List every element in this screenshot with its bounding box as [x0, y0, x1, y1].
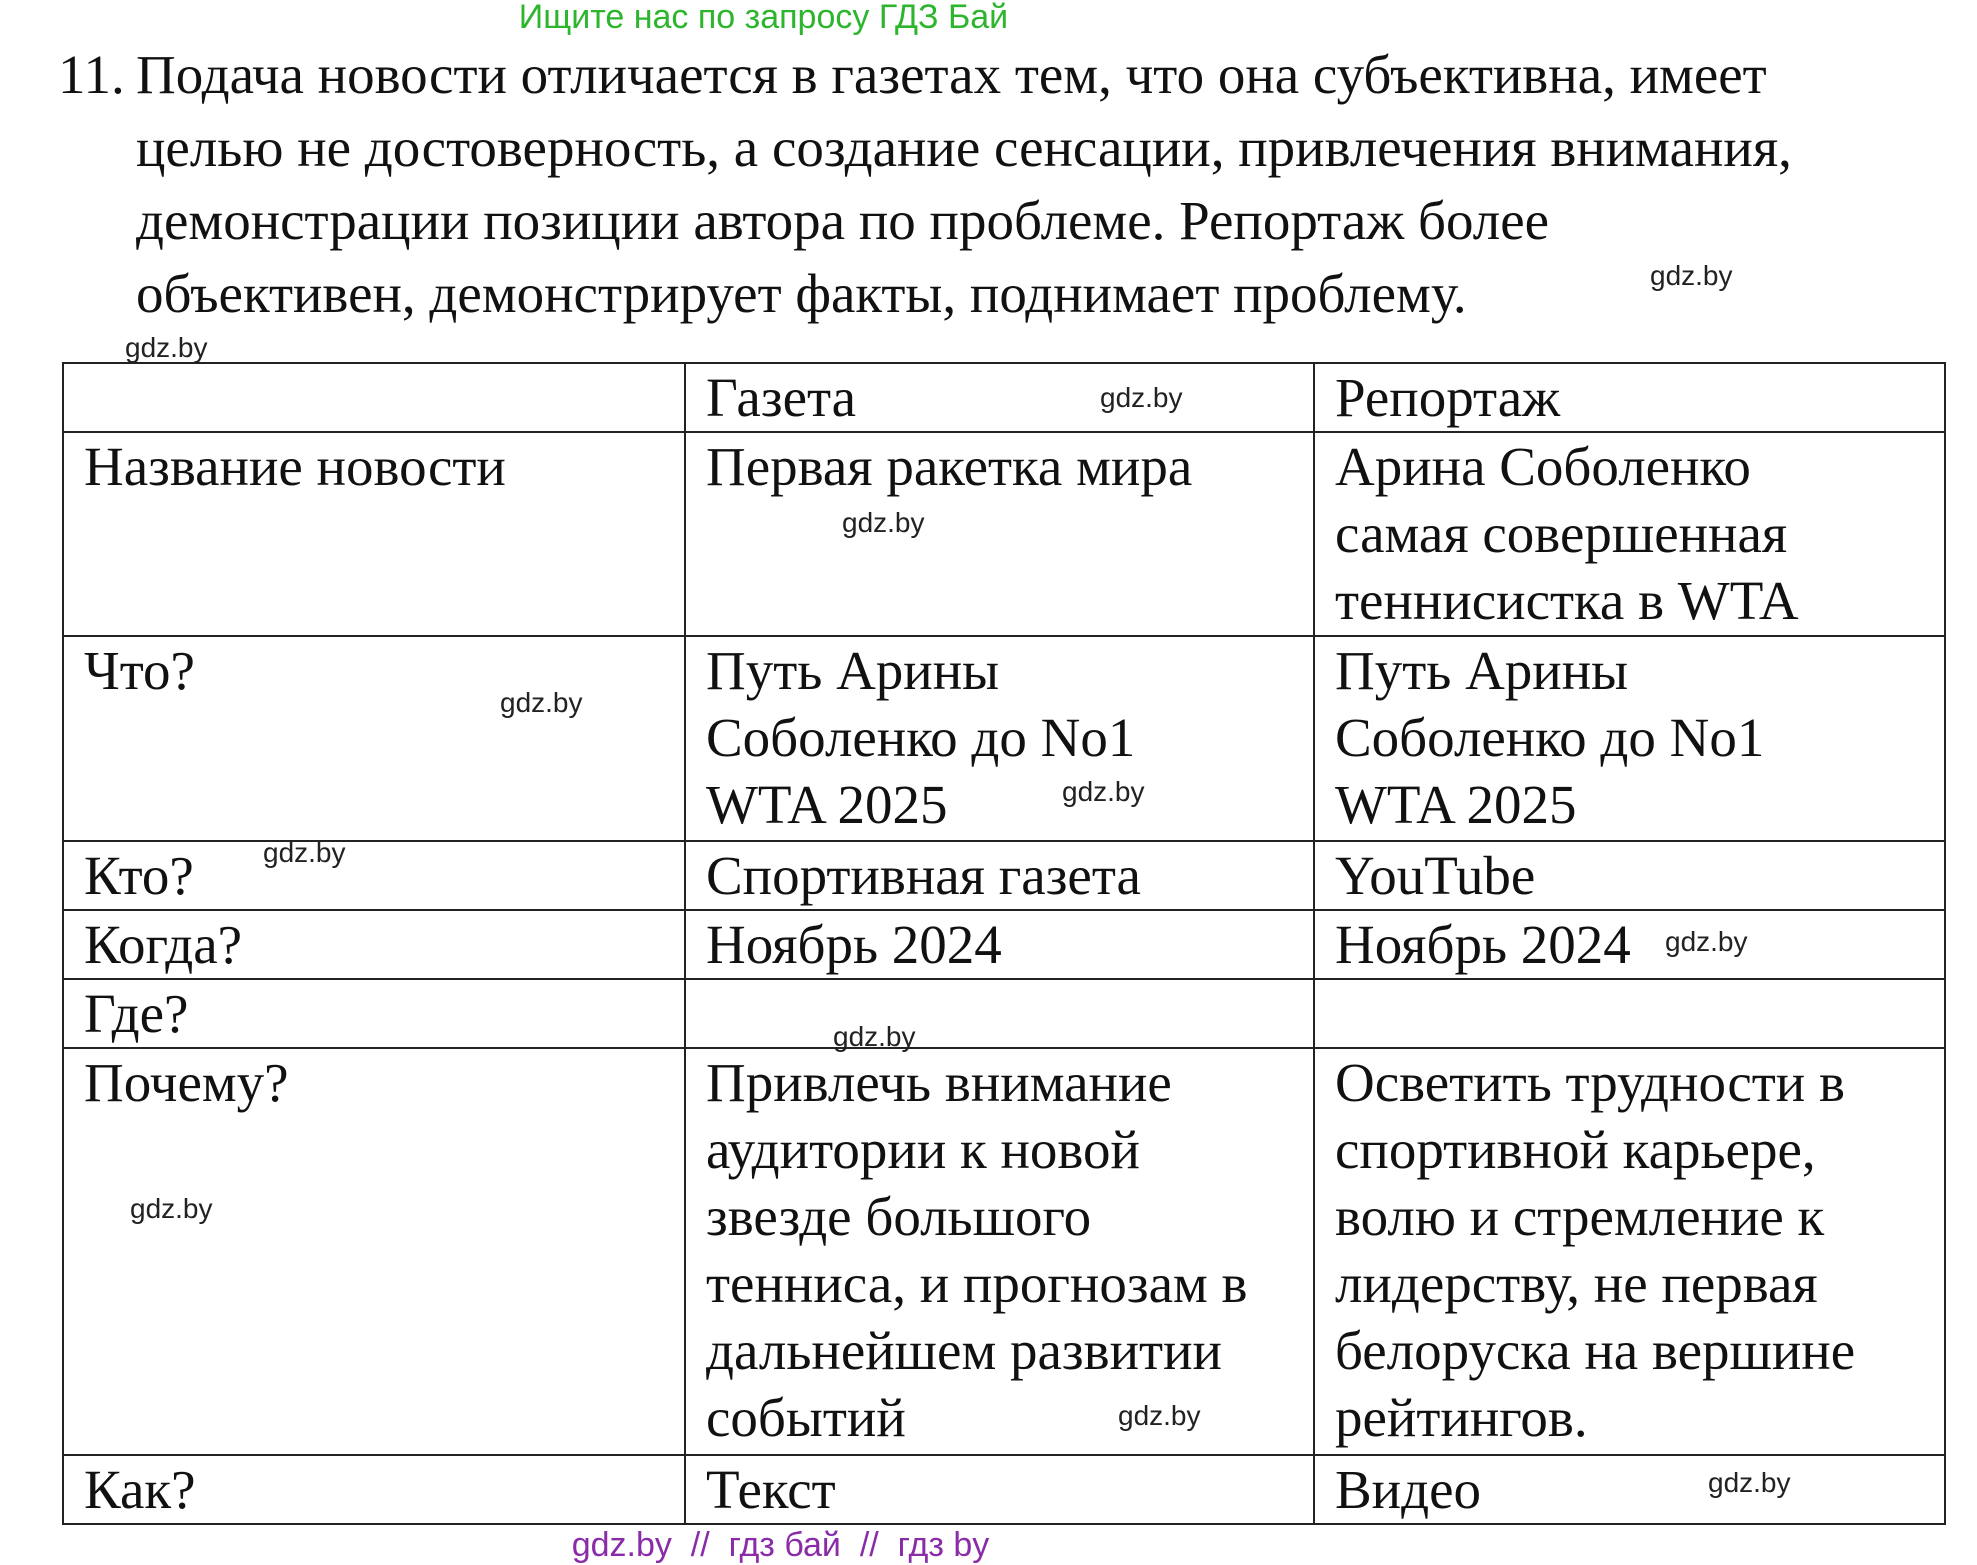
watermark: gdz.by	[1062, 776, 1145, 807]
table-header-row	[63, 363, 1945, 432]
row-label-cell: Как?	[63, 1455, 685, 1524]
row-label-cell: Что?	[63, 636, 685, 841]
search-banner-text: Ищите нас по запросу ГДЗ Бай	[518, 0, 1009, 36]
watermark: gdz.by	[842, 507, 925, 538]
newspaper-cell: Привлечь внимание аудитории к новой звезде большого тенниса, и прогнозам в дальнейшем развитии событий	[685, 1048, 1314, 1455]
table-row	[63, 910, 1945, 979]
report-cell	[1314, 979, 1945, 1048]
task-number: 11.	[58, 44, 125, 105]
report-cell: Видео	[1314, 1455, 1945, 1524]
newspaper-cell: Путь Арины Соболенко до No1 WTA 2025	[685, 636, 1314, 841]
table-row	[63, 636, 1945, 841]
row-label-cell: Название новости	[63, 432, 685, 636]
watermark: gdz.by	[500, 687, 583, 718]
row-label-cell: Кто?	[63, 841, 685, 910]
newspaper-cell: Ноябрь 2024	[685, 910, 1314, 979]
watermark: gdz.by	[833, 1021, 916, 1052]
watermark: gdz.by	[130, 1193, 213, 1224]
report-cell: Арина Соболенко самая совершенная теннисистка в WTA	[1314, 432, 1945, 636]
task-line-1: Подача новости отличается в газетах тем, что она субъективна, имеет	[136, 44, 1767, 105]
newspaper-cell	[685, 979, 1314, 1048]
row-label-cell: Почему?	[63, 1048, 685, 1455]
header-cell-empty	[63, 363, 685, 432]
watermark: gdz.by	[125, 332, 208, 363]
row-label-cell: Когда?	[63, 910, 685, 979]
watermark: gdz.by	[1708, 1467, 1791, 1498]
row-label-cell: Где?	[63, 979, 685, 1048]
task-line-4: объективен, демонстрирует факты, поднимает проблему.	[136, 263, 1467, 324]
watermark: gdz.by	[1118, 1400, 1201, 1431]
news-comparison-table	[62, 362, 1946, 1525]
table-row	[63, 1455, 1945, 1524]
table-row	[63, 979, 1945, 1048]
report-cell: YouTube	[1314, 841, 1945, 910]
watermark: gdz.by	[1650, 260, 1733, 291]
footer	[0, 1526, 1977, 1565]
newspaper-cell: Первая ракетка мира	[685, 432, 1314, 636]
header-cell-newspaper: Газета	[685, 363, 1314, 432]
table-row	[63, 432, 1945, 636]
report-cell: Осветить трудности в спортивной карьере, волю и стремление к лидерству, не первая белоруска на вершине рейтингов.	[1314, 1048, 1945, 1455]
table-row	[63, 1048, 1945, 1455]
header-cell-report: Репортаж	[1314, 363, 1945, 432]
footer-text: gdz.by // гдз бай // гдз by	[571, 1526, 990, 1564]
watermark: gdz.by	[1665, 926, 1748, 957]
task-line-3: демонстрации позиции автора по проблеме. Репортаж более	[136, 190, 1550, 251]
report-cell: Путь Арины Соболенко до No1 WTA 2025	[1314, 636, 1945, 841]
report-cell: Ноябрь 2024	[1314, 910, 1945, 979]
search-banner	[0, 0, 1977, 37]
newspaper-cell: Текст	[685, 1455, 1314, 1524]
task-line-2: целью не достоверность, а создание сенсации, привлечения внимания,	[136, 117, 1792, 178]
newspaper-cell: Спортивная газета	[685, 841, 1314, 910]
watermark: gdz.by	[263, 837, 346, 868]
watermark: gdz.by	[1100, 382, 1183, 413]
